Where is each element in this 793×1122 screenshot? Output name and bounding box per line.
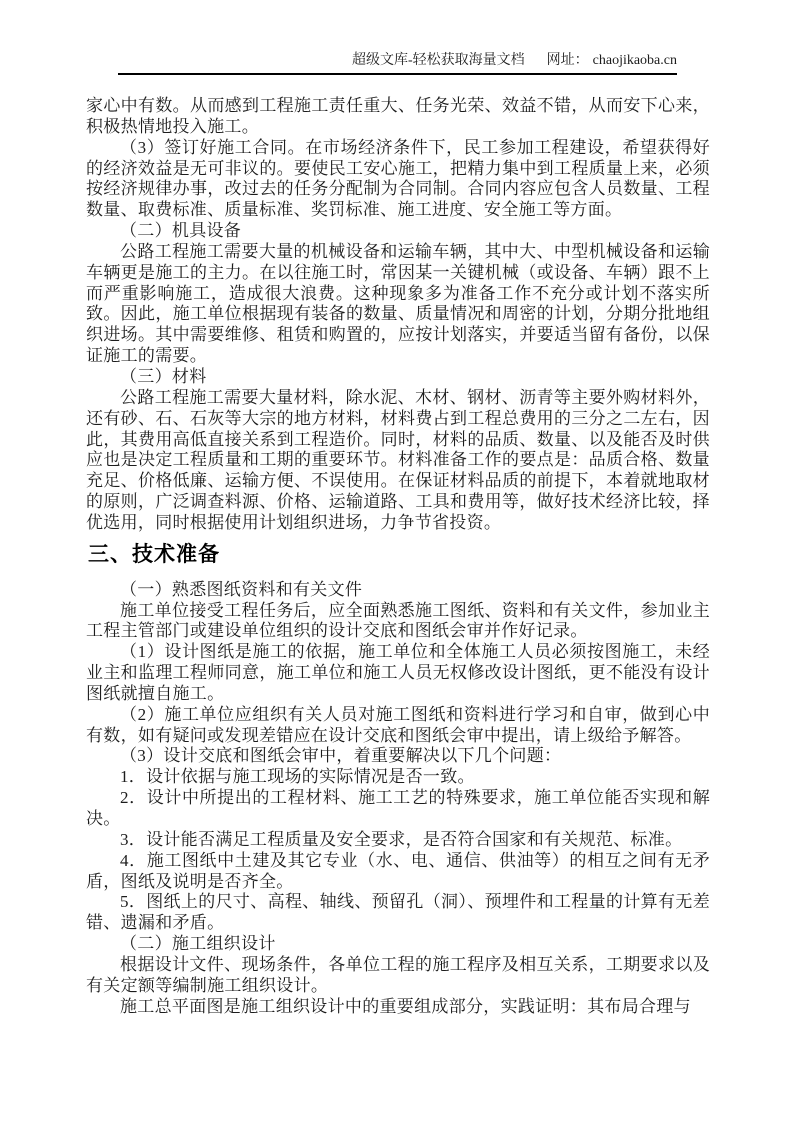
paragraph: 施工总平面图是施工组织设计中的重要组成部分，实践证明：其布局合理与 xyxy=(120,996,691,1016)
paragraph: 施工单位接受工程任务后，应全面熟悉施工图纸、资料和有关文件，参加业主工程主管部门或建设单位组织的设计交底和图纸会审并作好记录。 xyxy=(86,600,710,641)
document-body xyxy=(86,96,710,1017)
header-rule xyxy=(118,73,677,75)
paragraph: （1）设计图纸是施工的依据，施工单位和全体施工人员必须按图施工，未经业主和监理工程师同意，施工单位和施工人员无权修改设计图纸，更不能没有设计图纸就擅自施工。 xyxy=(86,642,710,703)
paragraph: （二）施工组织设计 xyxy=(120,934,276,954)
paragraph: 1．设计依据与施工现场的实际情况是否一致。 xyxy=(120,767,475,787)
paragraph: （3）签订好施工合同。在市场经济条件下，民工参加工程建设，希望获得好的经济效益是无可非议的。要使民工安心施工，把精力集中到工程质量上来，必须按经济规律办事，改过去的任务分配制为合同制。合同内容应包含人员数量、工程数量、取费标准、质量标准、奖罚标准、施工进度、安全施工等方面。 xyxy=(86,137,710,220)
paragraph: （三）材料 xyxy=(120,366,207,386)
paragraph: （3）设计交底和图纸会审中，着重要解决以下几个问题： xyxy=(120,746,562,766)
paragraph: 根据设计文件、现场条件，各单位工程的施工程序及相互关系，工期要求以及有关定额等编制施工组织设计。 xyxy=(86,954,710,995)
paragraph: 3．设计能否满足工程质量及安全要求，是否符合国家和有关规范、标准。 xyxy=(120,829,683,849)
paragraph: 5．图纸上的尺寸、高程、轴线、预留孔（洞）、预埋件和工程量的计算有无差错、遗漏和矛盾。 xyxy=(86,892,710,933)
paragraph: （二）机具设备 xyxy=(120,221,242,241)
paragraph: （2）施工单位应组织有关人员对施工图纸和资料进行学习和自审，做到心中有数，如有疑问或发现差错应在设计交底和图纸会审中提出，请上级给予解答。 xyxy=(86,704,710,745)
url-label: 网址： xyxy=(546,53,589,68)
site-url: chaojikaoba.cn xyxy=(592,53,677,68)
site-name: 超级文库-轻松获取海量文档 xyxy=(351,53,525,68)
paragraph: 4．施工图纸中土建及其它专业（水、电、通信、供油等）的相互之间有无矛盾，图纸及说明是否齐全。 xyxy=(86,850,710,891)
paragraph: 家心中有数。从而感到工程施工责任重大、任务光荣、效益不错，从而安下心来，积极热情地投入施工。 xyxy=(86,96,710,136)
paragraph: 2．设计中所提出的工程材料、施工工艺的特殊要求，施工单位能否实现和解决。 xyxy=(86,788,710,828)
paragraph: （一）熟悉图纸资料和有关文件 xyxy=(120,579,363,599)
paragraph: 公路工程施工需要大量的机械设备和运输车辆，其中大、中型机械设备和运输车辆更是施工的主力。在以往施工时，常因某一关键机械（或设备、车辆）跟不上而严重影响施工，造成很大浪费。这种现象多为准备工作不充分或计划不落实所致。因此，施工单位根据现有装备的数量、质量情况和周密的计划，分期分批地组织进场。其中需要维修、租赁和购置的，应按计划落实，并要适当留有备份，以保证施工的需要。 xyxy=(86,241,710,366)
paragraph: 公路工程施工需要大量材料，除水泥、木材、钢材、沥青等主要外购材料外，还有砂、石、石灰等大宗的地方材料，材料费占到工程总费用的三分之二左右，因此，其费用高低直接关系到工程造价。同时，材料的品质、数量、以及能否及时供应也是决定工程质量和工期的重要环节。材料准备工作的要点是：品质合格、数量充足、价格低廉、运输方便、不误使用。在保证材料品质的前提下，本着就地取材的原则，广泛调查料源、价格、运输道路、工具和费用等，做好技术经济比较，择优选用，同时根据使用计划组织进场，力争节省投资。 xyxy=(86,387,710,532)
page-header xyxy=(118,52,677,70)
section-heading: 三、技术准备 xyxy=(88,542,220,566)
